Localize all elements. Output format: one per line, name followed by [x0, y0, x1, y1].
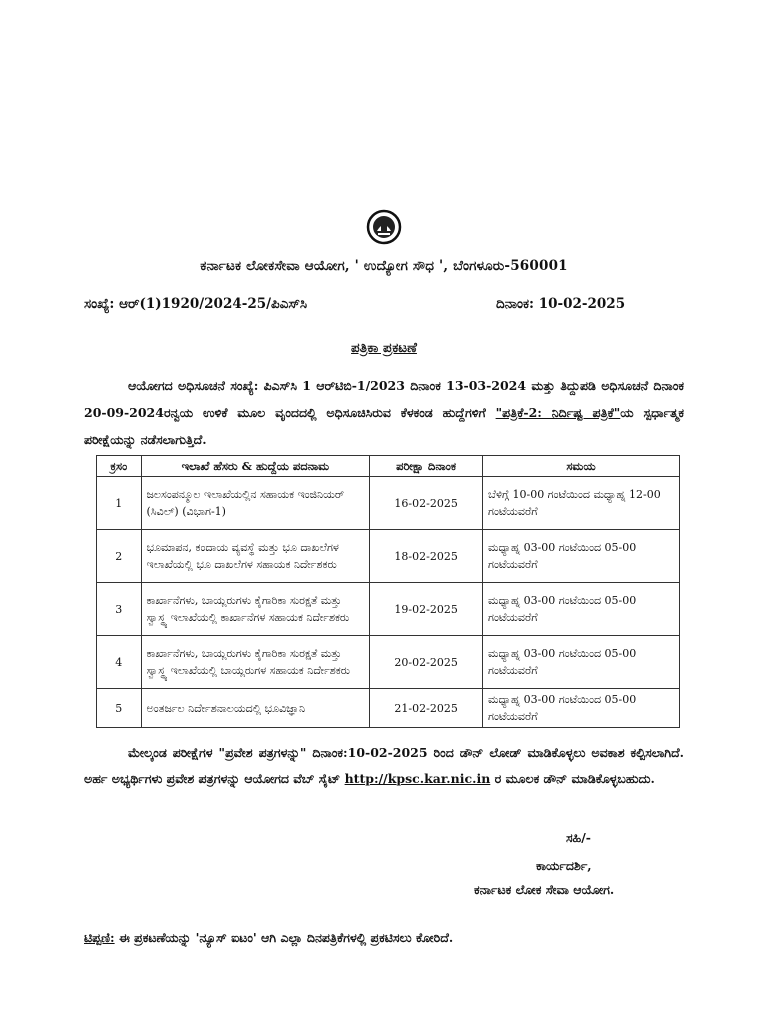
row-department: ಭೂಮಾಪನ, ಕಂದಾಯ ವ್ಯವಸ್ಥೆ ಮತ್ತು ಭೂ ದಾಖಲೆಗಳ ಇಲಾಖೆಯಲ್ಲಿ ಭೂ ದಾಖಲೆಗಳ ಸಹಾಯಕ ನಿರ್ದೇಶಕರು	[141, 530, 370, 583]
intro-paper-name: "ಪತ್ರಿಕೆ-2: ನಿರ್ದಿಷ್ಟ ಪತ್ರಿಕೆ"	[495, 405, 621, 420]
row-department: ಕಾರ್ಖಾನೆಗಳು, ಬಾಯ್ಲರುಗಳು ಕೈಗಾರಿಕಾ ಸುರಕ್ಷತೆ ಮತ್ತು ಸ್ವಾಸ್ಥ್ಯ ಇಲಾಖೆಯಲ್ಲಿ ಬಾಯ್ಲರುಗಳ ಸಹಾಯಕ ನಿರ್ದೇಶಕರು	[141, 636, 370, 689]
row-department: ಅಂತರ್ಜಲ ನಿರ್ದೇಶನಾಲಯದಲ್ಲಿ ಭೂವಿಜ್ಞಾನಿ	[141, 689, 370, 728]
row-time: ಬೆಳಿಗ್ಗೆ 10-00 ಗಂಟೆಯಿಂದ ಮಧ್ಯಾಹ್ನ 12-00 ಗಂಟೆಯವರೆಗೆ	[483, 477, 680, 530]
intro-paragraph	[84, 372, 684, 453]
row-time: ಮಧ್ಯಾಹ್ನ 03-00 ಗಂಟೆಯಿಂದ 05-00 ಗಂಟೆಯವರೆಗೆ	[483, 636, 680, 689]
admit-text-2: ರ ಮೂಲಕ ಡೌನ್ ಮಾಡಿಕೊಳ್ಳಬಹುದು.	[490, 771, 655, 786]
table-row	[97, 583, 680, 636]
table-row	[97, 689, 680, 728]
row-time: ಮಧ್ಯಾಹ್ನ 03-00 ಗಂಟೆಯಿಂದ 05-00 ಗಂಟೆಯವರೆಗೆ	[483, 530, 680, 583]
row-exam-date: 20-02-2025	[370, 636, 483, 689]
org-header: ಕರ್ನಾಟಕ ಲೋಕಸೇವಾ ಆಯೋಗ, ' ಉದ್ಯೋಗ ಸೌಧ ', ಬೆಂಗಳೂರು-560001	[200, 258, 568, 274]
footnote	[84, 930, 453, 946]
row-exam-date: 19-02-2025	[370, 583, 483, 636]
row-serial: 3	[97, 583, 142, 636]
header-department: ಇಲಾಖೆ ಹೆಸರು & ಹುದ್ದೆಯ ಪದನಾಮ	[141, 456, 370, 477]
row-exam-date: 16-02-2025	[370, 477, 483, 530]
signatory-designation: ಕಾರ್ಯದರ್ಶಿ,	[536, 858, 592, 873]
row-serial: 2	[97, 530, 142, 583]
page-title: ಪತ್ರಿಕಾ ಪ್ರಕಟಣೆ	[351, 340, 417, 356]
intro-text-2: ಯ ಸ್ಪರ್ಧಾತ್ಮಕ ಪರೀಕ್ಷೆಯನ್ನು ನಡೆಸಲಾಗುತ್ತಿದೆ.	[84, 405, 684, 447]
row-department: ಜಲಸಂಪನ್ಮೂಲ ಇಲಾಖೆಯಲ್ಲಿನ ಸಹಾಯಕ ಇಂಜಿನಿಯರ್ (ಸಿವಿಲ್) (ವಿಭಾಗ-1)	[141, 477, 370, 530]
issue-date: ದಿನಾಂಕ: 10-02-2025	[496, 296, 626, 312]
row-exam-date: 18-02-2025	[370, 530, 483, 583]
header-serial: ಕ್ರಸಂ	[97, 456, 142, 477]
signature-mark: ಸಹಿ/-	[566, 830, 591, 845]
admit-card-paragraph	[84, 740, 684, 792]
footnote-label: ಟಿಪ್ಪಣಿ:	[84, 930, 115, 945]
reference-number: ಸಂಖ್ಯೆ: ಆರ್(1)1920/2024-25/ಪಿಎಸ್‌ಸಿ	[84, 296, 308, 312]
row-department: ಕಾರ್ಖಾನೆಗಳು, ಬಾಯ್ಲರುಗಳು ಕೈಗಾರಿಕಾ ಸುರಕ್ಷತೆ ಮತ್ತು ಸ್ವಾಸ್ಥ್ಯ ಇಲಾಖೆಯಲ್ಲಿ ಕಾರ್ಖಾನೆಗಳ ಸಹಾಯಕ ನಿರ್ದೇಶಕರು	[141, 583, 370, 636]
row-serial: 4	[97, 636, 142, 689]
table-row	[97, 477, 680, 530]
table-row	[97, 530, 680, 583]
header-exam-date: ಪರೀಕ್ಷಾ ದಿನಾಂಕ	[370, 456, 483, 477]
row-exam-date: 21-02-2025	[370, 689, 483, 728]
signatory-organization: ಕರ್ನಾಟಕ ಲೋಕ ಸೇವಾ ಆಯೋಗ.	[474, 882, 615, 897]
intro-text-1: ಆಯೋಗದ ಅಧಿಸೂಚನೆ ಸಂಖ್ಯೆ: ಪಿಎಸ್‌ಸಿ 1 ಆರ್‌ಟಿಬಿ-1/2023 ದಿನಾಂಕ 13-03-2024 ಮತ್ತು ತಿದ್ದುಪಡಿ ಅಧಿಸೂಚನೆ ದಿನಾಂಕ 20-09-2024ರನ್ವಯ ಉಳಿಕೆ ಮೂಲ ವೃಂದದಲ್ಲಿ ಅಧಿಸೂಚಿಸಿರುವ ಕೆಳಕಂಡ ಹುದ್ದೆಗಳಿಗೆ	[84, 378, 684, 420]
footnote-text: ಈ ಪ್ರಕಟಣೆಯನ್ನು 'ನ್ಯೂಸ್ ಐಟಂ' ಆಗಿ ಎಲ್ಲಾ ದಿನಪತ್ರಿಕೆಗಳಲ್ಲಿ ಪ್ರಕಟಿಸಲು ಕೋರಿದೆ.	[114, 930, 454, 945]
row-serial: 5	[97, 689, 142, 728]
header-time: ಸಮಯ	[483, 456, 680, 477]
table-header-row	[97, 456, 680, 477]
kpsc-emblem-icon	[366, 209, 402, 245]
row-time: ಮಧ್ಯಾಹ್ನ 03-00 ಗಂಟೆಯಿಂದ 05-00 ಗಂಟೆಯವರೆಗೆ	[483, 583, 680, 636]
row-time: ಮಧ್ಯಾಹ್ನ 03-00 ಗಂಟೆಯಿಂದ 05-00 ಗಂಟೆಯವರೆಗೆ	[483, 689, 680, 728]
row-serial: 1	[97, 477, 142, 530]
admit-text-1: ಮೇಲ್ಕಂಡ ಪರೀಕ್ಷೆಗಳ "ಪ್ರವೇಶ ಪತ್ರಗಳನ್ನು" ದಿನಾಂಕ:10-02-2025 ರಿಂದ ಡೌನ್ ಲೋಡ್ ಮಾಡಿಕೊಳ್ಳಲು ಅವಕಾಶ ಕಲ್ಪಿಸಲಾಗಿದೆ. ಅರ್ಹ ಅಭ್ಯರ್ಥಿಗಳು ಪ್ರವೇಶ ಪತ್ರಗಳನ್ನು ಆಯೋಗದ ವೆಬ್ ಸೈಟ್	[84, 745, 684, 786]
table-row	[97, 636, 680, 689]
kpsc-website-link[interactable]: http://kpsc.kar.nic.in	[344, 771, 491, 786]
exam-schedule-table	[96, 455, 680, 728]
